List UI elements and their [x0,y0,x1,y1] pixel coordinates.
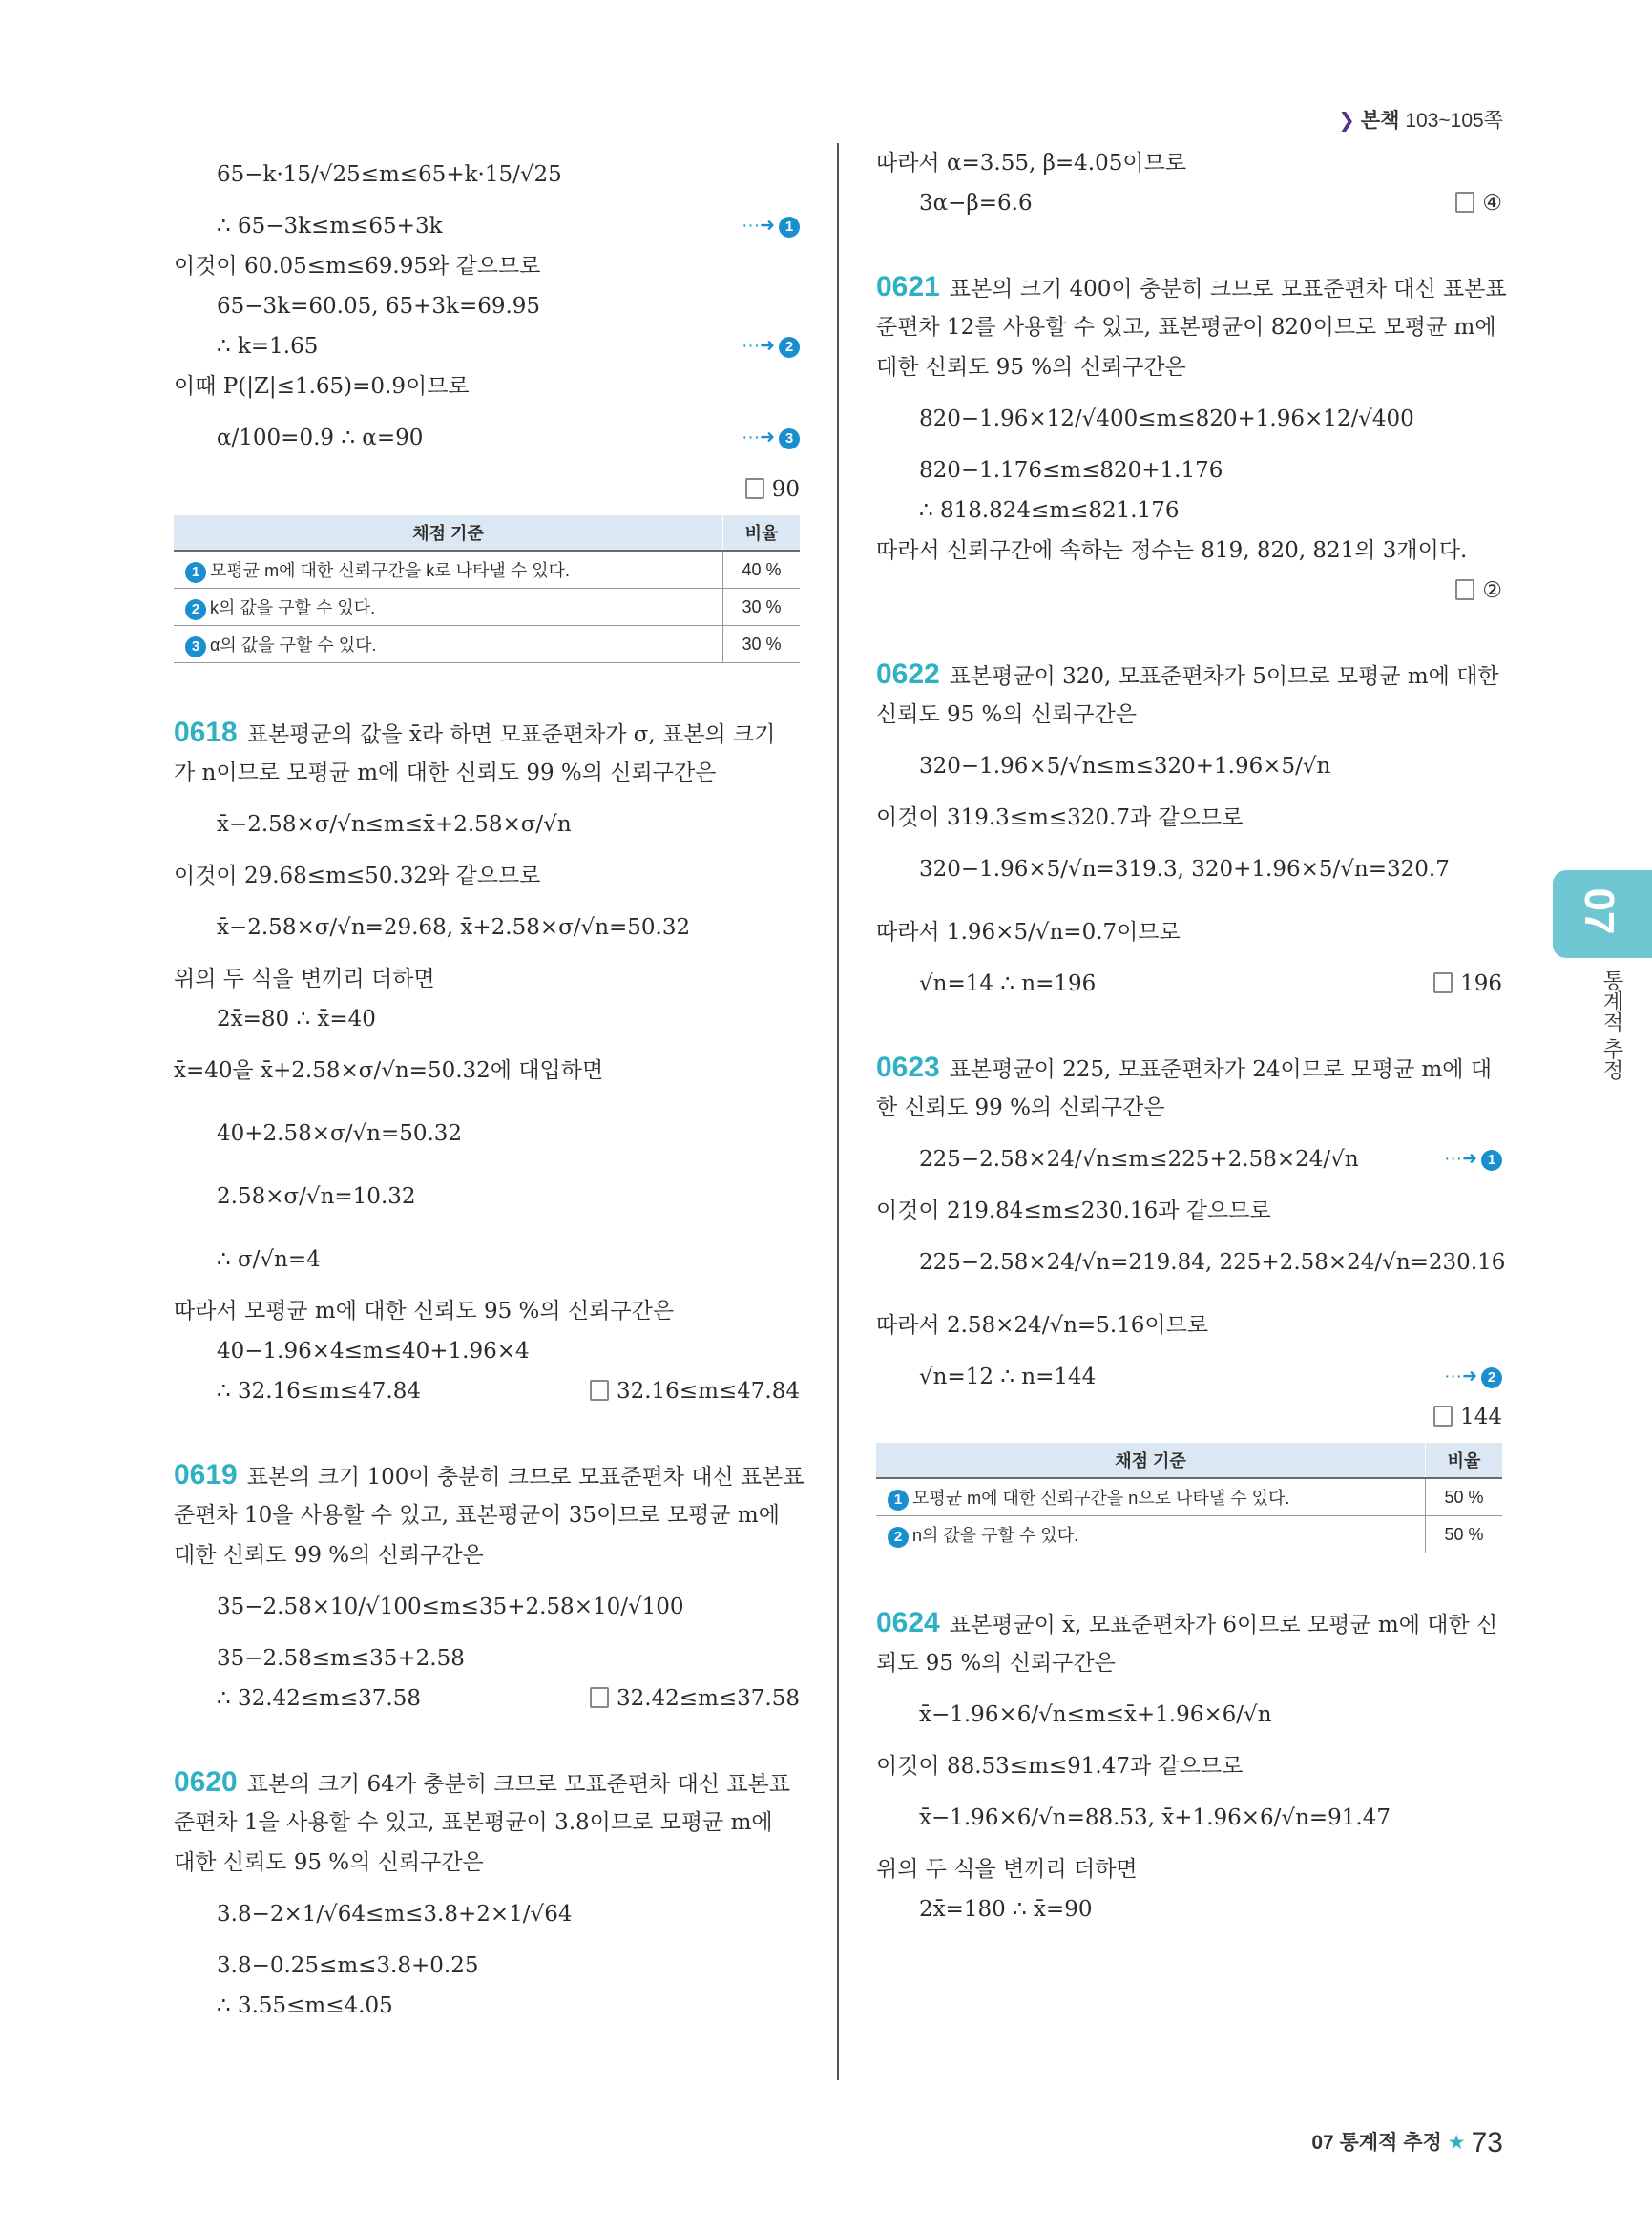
problem-0623: 0623 표본평균이 225, 모표준편차가 24이므로 모평균 m에 대 [876,1052,1493,1083]
math-line: 35−2.58×10/√100≤m≤35+2.58×10/√100 [217,1595,684,1619]
text-line: 위의 두 식을 변끼리 더하면 [876,1857,1138,1882]
math-line: 40+2.58×σ/√n=50.32 [217,1121,463,1146]
text-line: 준편차 1을 사용할 수 있고, 표본평균이 3.8이므로 모평균 m에 [174,1810,773,1835]
math-line: 225−2.58×24/√n≤m≤225+2.58×24/√n ···➜ 1 [876,1128,1502,1191]
chapter-tab: 07 [1553,870,1652,958]
math-line: 3.8−0.25≤m≤3.8+0.25 [217,1953,479,1978]
math-line: ∴ k=1.65 ···➜ 2 [174,326,800,366]
problem-0624: 0624 표본평균이 x̄, 모표준편차가 6이므로 모평균 m에 대한 신 [876,1607,1498,1638]
math-line: ∴ σ/√n=4 [217,1247,321,1272]
page-reference: ❯ 본책 103~105쪽 [1338,110,1503,132]
math-line: 65−k·15/√25≤m≤65+k·15/√25 [217,162,562,187]
math-line: 3.8−2×1/√64≤m≤3.8+2×1/√64 [217,1902,573,1927]
text-line: 이때 P(|Z|≤1.65)=0.9이므로 [174,374,470,399]
text-line: 따라서 모평균 m에 대한 신뢰도 95 %의 신뢰구간은 [174,1299,675,1324]
math-line: x̄−2.58×σ/√n≤m≤x̄+2.58×σ/√n [217,812,572,837]
math-line: 820−1.96×12/√400≤m≤820+1.96×12/√400 [919,407,1414,431]
text-line: 대한 신뢰도 99 %의 신뢰구간은 [174,1543,484,1568]
step-marker: ···➜ 2 [1444,1357,1502,1397]
answer: 144 [1433,1397,1502,1437]
text-line: 따라서 신뢰구간에 속하는 정수는 819, 820, 821의 3개이다. [876,538,1468,563]
problem-0618: 0618 표본평균의 값을 x̄라 하면 모표준편차가 σ, 표본의 크기 [174,717,776,748]
text-line: 뢰도 95 %의 신뢰구간은 [876,1651,1116,1676]
grading-rubric [876,1443,1502,1553]
math-line: 2.58×σ/√n=10.32 [217,1184,416,1209]
text-line: 따라서 1.96×5/√n=0.7이므로 [876,920,1181,945]
text-line: 대한 신뢰도 95 %의 신뢰구간은 [174,1850,484,1875]
answer-line [876,1397,1502,1437]
rubric-header-criteria: 채점 기준 [876,1443,1426,1478]
math-line: ∴ 65−3k≤m≤65+3k ···➜ 1 [174,206,800,246]
rubric-header-criteria: 채점 기준 [174,515,723,551]
chevron-right-icon: ❯ [1338,110,1355,132]
text-line: 이것이 319.3≤m≤320.7과 같으므로 [876,805,1244,830]
problem-number: 0622 [876,658,940,690]
answer: 32.42≤m≤37.58 [590,1678,800,1719]
math-line: x̄−1.96×6/√n≤m≤x̄+1.96×6/√n [919,1702,1272,1727]
text-line: x̄=40을 x̄+2.58×σ/√n=50.32에 대입하면 [174,1058,604,1083]
column-divider [837,143,839,2080]
math-line: ∴ 818.824≤m≤821.176 [919,498,1180,523]
math-line: √n=12 ∴ n=144 ···➜ 2 [876,1357,1502,1397]
math-line: 2x̄=180 ∴ x̄=90 [919,1897,1093,1922]
table-row: 1 모평균 m에 대한 신뢰구간을 k로 나타낼 수 있다. 40 % [174,551,800,589]
chapter-tab-label: 통계적 추정 [1600,970,1624,1081]
math-line: α/100=0.9 ∴ α=90 ···➜ 3 [174,407,800,469]
left-column [174,143,805,2026]
problem-number: 0618 [174,717,238,748]
problem-number: 0620 [174,1766,238,1798]
text-line: 준편차 10을 사용할 수 있고, 표본평균이 35이므로 모평균 m에 [174,1503,780,1528]
rubric-header-ratio: 비율 [723,515,801,551]
text-line: 이것이 29.68≤m≤50.32와 같으므로 [174,864,541,888]
text-line: 이것이 219.84≤m≤230.16과 같으므로 [876,1199,1271,1223]
math-line: 820−1.176≤m≤820+1.176 [919,458,1223,483]
answer-icon [1455,579,1474,600]
answer-icon [590,1380,609,1401]
text-line: 신뢰도 95 %의 신뢰구간은 [876,702,1138,727]
text-line: 준편차 12를 사용할 수 있고, 표본평균이 820이므로 모평균 m에 [876,315,1496,340]
problem-0620: 0620 표본의 크기 64가 충분히 크므로 모표준편차 대신 표본표 [174,1766,790,1798]
answer: ② [1455,571,1502,611]
math-line: √n=14 ∴ n=196 196 [876,964,1502,1004]
table-row: 1 모평균 m에 대한 신뢰구간을 n으로 나타낼 수 있다. 50 % [876,1478,1502,1516]
star-icon: ★ [1447,2132,1466,2154]
answer-icon [1455,192,1474,213]
math-line: 3α−β=6.6 ④ [876,183,1502,223]
problem-0621: 0621 표본의 크기 400이 충분히 크므로 모표준편차 대신 표본표 [876,271,1507,302]
table-row: 2 n의 값을 구할 수 있다. 50 % [876,1516,1502,1553]
problem-number: 0621 [876,271,940,302]
math-line: 65−3k=60.05, 65+3k=69.95 [217,294,541,319]
text-line: 따라서 2.58×24/√n=5.16이므로 [876,1313,1209,1338]
page-footer: 07 통계적 추정 ★ 73 [1311,2127,1503,2158]
table-row: 2 k의 값을 구할 수 있다. 30 % [174,589,800,626]
math-line: 40−1.96×4≤m≤40+1.96×4 [217,1339,530,1364]
text-line: 대한 신뢰도 95 %의 신뢰구간은 [876,355,1186,380]
math-line: 2x̄=80 ∴ x̄=40 [217,1007,376,1032]
math-line: ∴ 32.16≤m≤47.84 32.16≤m≤47.84 [174,1371,800,1411]
math-line: 35−2.58≤m≤35+2.58 [217,1646,465,1671]
answer: 32.16≤m≤47.84 [590,1371,800,1411]
text-line: 위의 두 식을 변끼리 더하면 [174,967,435,991]
page-number: 73 [1471,2127,1503,2158]
step-marker: ···➜ 3 [742,407,800,469]
math-line: ∴ 3.55≤m≤4.05 [217,1993,393,2018]
text-line: 이것이 88.53≤m≤91.47과 같으므로 [876,1754,1244,1779]
rubric-header-ratio: 비율 [1426,1443,1503,1478]
math-line: 225−2.58×24/√n=219.84, 225+2.58×24/√n=230.16 [919,1250,1506,1275]
math-line: ∴ 32.42≤m≤37.58 32.42≤m≤37.58 [174,1678,800,1719]
answer: 196 [1433,964,1502,1004]
problem-number: 0623 [876,1052,940,1083]
step-marker: ···➜ 2 [742,326,800,366]
text-line: 이것이 60.05≤m≤69.95와 같으므로 [174,254,541,279]
text-line: 가 n이므로 모평균 m에 대한 신뢰도 99 %의 신뢰구간은 [174,761,717,785]
answer-icon [590,1687,609,1708]
answer-icon [1433,1406,1453,1427]
answer-line [174,469,800,510]
grading-rubric [174,515,800,663]
problem-0622: 0622 표본평균이 320, 모표준편차가 5이므로 모평균 m에 대한 [876,658,1499,690]
math-line: x̄−1.96×6/√n=88.53, x̄+1.96×6/√n=91.47 [919,1805,1391,1830]
step-marker: ···➜ 1 [742,206,800,246]
answer-icon [745,478,764,499]
answer: ④ [1455,183,1502,223]
text-line: 따라서 α=3.55, β=4.05이므로 [876,151,1187,176]
problem-0619: 0619 표본의 크기 100이 충분히 크므로 모표준편차 대신 표본표 [174,1459,805,1491]
answer-line [876,571,1502,611]
math-line: x̄−2.58×σ/√n=29.68, x̄+2.58×σ/√n=50.32 [217,915,691,940]
right-column [876,143,1507,1929]
answer-icon [1433,972,1453,993]
problem-number: 0624 [876,1607,940,1638]
problem-number: 0619 [174,1459,238,1491]
table-row: 3 α의 값을 구할 수 있다. 30 % [174,626,800,663]
answer: 90 [745,469,800,510]
text-line: 한 신뢰도 99 %의 신뢰구간은 [876,1095,1165,1120]
step-marker: ···➜ 1 [1444,1128,1502,1191]
math-line: 320−1.96×5/√n=319.3, 320+1.96×5/√n=320.7 [919,857,1450,882]
math-line: 320−1.96×5/√n≤m≤320+1.96×5/√n [919,754,1331,779]
